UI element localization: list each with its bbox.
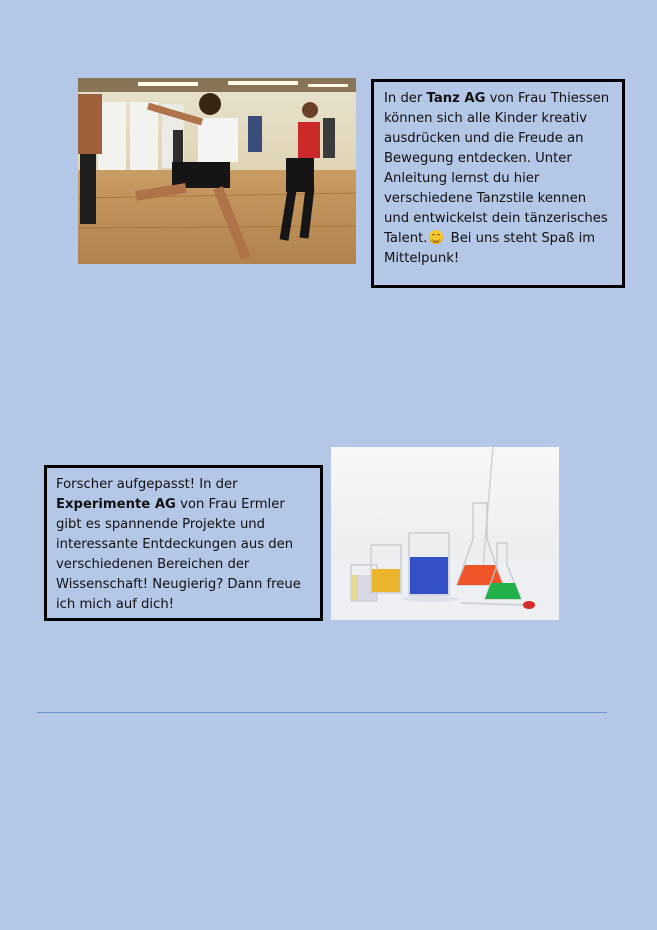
dance-text-after: Bei uns steht Spaß im Mittelpunk! [384, 231, 596, 266]
dance-text-middle: von Frau Thiessen können sich alle Kinder kreativ ausdrücken und die Freude an Bewegung entdecken. Unter Anleitung lernst du hier verschiedene Tanzstile kennen und entwickelst dein tänzerisches Talent. [384, 91, 610, 246]
dance-class-photo [78, 78, 356, 264]
experiment-ag-textbox [44, 465, 323, 621]
dance-ag-title: Tanz AG [426, 91, 486, 106]
dance-text-before: In der [384, 91, 427, 106]
science-text-before: Forscher aufgepasst! In der [56, 477, 238, 492]
lab-glassware-photo [331, 447, 559, 620]
dance-ag-textbox [371, 79, 625, 288]
smiling-face-icon [429, 230, 443, 244]
page-divider-line [37, 712, 607, 713]
science-text-after: von Frau Ermler gibt es spannende Projekte und interessante Entdeckungen aus den verschiedenen Bereichen der Wissenschaft! Neugierig? Dann freue ich mich auf dich! [56, 497, 301, 612]
experiment-ag-title: Experimente AG [56, 497, 176, 512]
